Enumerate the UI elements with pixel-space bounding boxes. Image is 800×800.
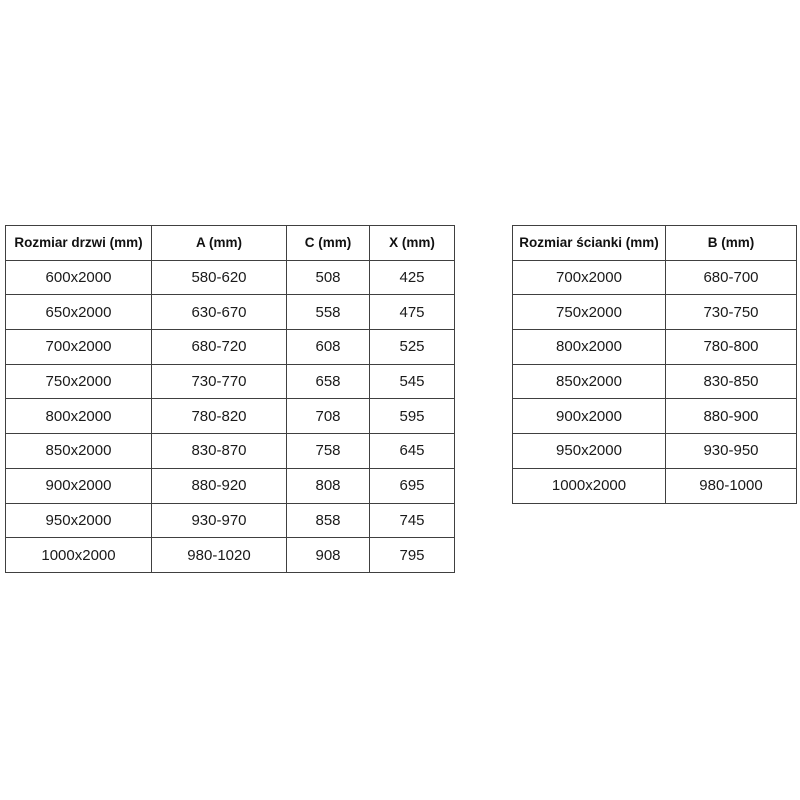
table-row [6, 295, 455, 330]
table-row [6, 364, 455, 399]
header-row [513, 226, 797, 261]
table-cell: 800x2000 [6, 399, 152, 434]
column-header: Rozmiar ścianki (mm) [513, 226, 666, 261]
table-cell: 745 [370, 503, 455, 538]
wall-sizes-table [512, 225, 797, 504]
table-cell: 608 [287, 330, 370, 365]
table-cell: 630-670 [152, 295, 287, 330]
table-row [6, 503, 455, 538]
table-row [513, 468, 797, 503]
table-cell: 900x2000 [513, 399, 666, 434]
table-row [6, 468, 455, 503]
table-cell: 1000x2000 [513, 468, 666, 503]
table-cell: 900x2000 [6, 468, 152, 503]
table-cell: 695 [370, 468, 455, 503]
door-sizes-table [5, 225, 455, 573]
table-cell: 950x2000 [513, 434, 666, 469]
table-cell: 700x2000 [6, 330, 152, 365]
table-cell: 908 [287, 538, 370, 573]
table-cell: 508 [287, 260, 370, 295]
table-cell: 780-820 [152, 399, 287, 434]
table-cell: 980-1000 [666, 468, 797, 503]
table-cell: 858 [287, 503, 370, 538]
table-cell: 880-900 [666, 399, 797, 434]
column-header: A (mm) [152, 226, 287, 261]
table-cell: 730-750 [666, 295, 797, 330]
table-row [513, 260, 797, 295]
table-row [513, 295, 797, 330]
table-cell: 758 [287, 434, 370, 469]
table-cell: 645 [370, 434, 455, 469]
column-header: B (mm) [666, 226, 797, 261]
table-cell: 780-800 [666, 330, 797, 365]
table-cell: 475 [370, 295, 455, 330]
table-row [513, 434, 797, 469]
table-cell: 700x2000 [513, 260, 666, 295]
table-cell: 1000x2000 [6, 538, 152, 573]
table-cell: 545 [370, 364, 455, 399]
table-cell: 525 [370, 330, 455, 365]
table-cell: 750x2000 [513, 295, 666, 330]
table-row [6, 399, 455, 434]
table-cell: 950x2000 [6, 503, 152, 538]
table-row [513, 330, 797, 365]
header-row [6, 226, 455, 261]
table-cell: 650x2000 [6, 295, 152, 330]
table-cell: 708 [287, 399, 370, 434]
table-cell: 658 [287, 364, 370, 399]
table-cell: 680-700 [666, 260, 797, 295]
table-cell: 580-620 [152, 260, 287, 295]
table-cell: 930-950 [666, 434, 797, 469]
table-cell: 850x2000 [513, 364, 666, 399]
table-cell: 558 [287, 295, 370, 330]
table-row [6, 538, 455, 573]
table-cell: 830-870 [152, 434, 287, 469]
table-cell: 680-720 [152, 330, 287, 365]
table-cell: 800x2000 [513, 330, 666, 365]
table-cell: 595 [370, 399, 455, 434]
table-row [513, 364, 797, 399]
column-header: X (mm) [370, 226, 455, 261]
table-cell: 880-920 [152, 468, 287, 503]
table-cell: 425 [370, 260, 455, 295]
table-cell: 600x2000 [6, 260, 152, 295]
table-row [6, 434, 455, 469]
table-row [6, 260, 455, 295]
table-cell: 730-770 [152, 364, 287, 399]
table-cell: 980-1020 [152, 538, 287, 573]
table-row [6, 330, 455, 365]
table-cell: 795 [370, 538, 455, 573]
table-cell: 808 [287, 468, 370, 503]
column-header: Rozmiar drzwi (mm) [6, 226, 152, 261]
table-row [513, 399, 797, 434]
table-cell: 830-850 [666, 364, 797, 399]
table-cell: 750x2000 [6, 364, 152, 399]
table-cell: 930-970 [152, 503, 287, 538]
column-header: C (mm) [287, 226, 370, 261]
table-cell: 850x2000 [6, 434, 152, 469]
